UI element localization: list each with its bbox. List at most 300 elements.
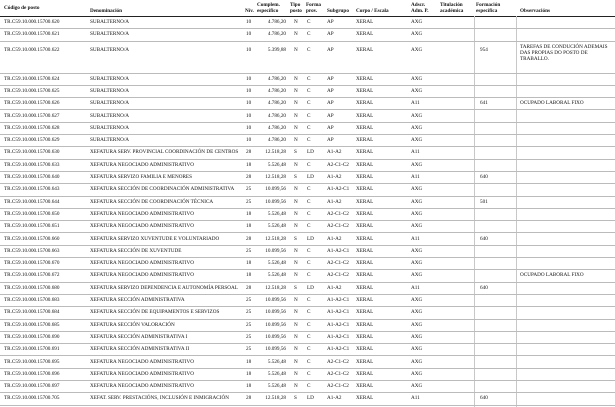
cell-codigo: TR.C59.10.000.15700.622 xyxy=(4,46,60,53)
table-row xyxy=(0,245,615,258)
cell-codigo: TR.C59.10.000.15700.680 xyxy=(4,284,60,291)
table-row xyxy=(0,368,615,381)
header-observaciones: Observacións xyxy=(520,8,550,14)
header-forma-line2: prov. xyxy=(306,8,318,14)
cell-codigo: TR.C59.10.000.15700.651 xyxy=(4,223,60,230)
cell-tipo: S xyxy=(294,395,297,402)
cell-forma: C xyxy=(307,100,311,107)
cell-nivel: 18 xyxy=(246,260,252,267)
cell-denominacion: SUBALTERNO/A xyxy=(90,137,130,144)
cell-complemento: 4.786,20 xyxy=(267,112,286,119)
cell-complemento: 10.099,56 xyxy=(265,198,286,205)
cell-complemento: 10.099,56 xyxy=(265,297,286,303)
cell-corpo: XERAL xyxy=(356,358,374,365)
cell-subgrupo: AP xyxy=(327,100,334,107)
cell-forma: LD xyxy=(307,235,314,242)
table-row xyxy=(0,392,615,405)
cell-denominacion: XEFAT. SERV. PRESTACIÓNS, INCLUSIÓN E INMIGRACIÓN xyxy=(90,395,229,402)
cell-corpo: XERAL xyxy=(356,235,374,242)
cell-denominacion: SUBALTERNO/A xyxy=(90,112,130,119)
cell-denominacion: XEFATURA NEGOCIADO ADMINISTRATIVO xyxy=(90,223,194,230)
cell-tipo: N xyxy=(294,87,298,94)
cell-nivel: 18 xyxy=(246,223,252,230)
cell-corpo: XERAL xyxy=(356,346,374,353)
cell-tipo: N xyxy=(294,346,298,353)
header-adscr-line2: Adm. P. xyxy=(411,8,429,14)
cell-forma: C xyxy=(307,309,311,316)
cell-complemento: 4.786,20 xyxy=(267,75,286,82)
cell-codigo: TR.C59.10.000.15700.672 xyxy=(4,272,60,279)
table-row xyxy=(0,16,615,29)
cell-denominacion: XEFATURA NEGOCIADO ADMINISTRATIVO xyxy=(90,272,194,279)
header-formacion-line1: Formación xyxy=(476,2,501,8)
cell-forma: C xyxy=(307,383,311,390)
cell-codigo: TR.C59.10.000.15700.690 xyxy=(4,333,60,340)
table-row xyxy=(0,134,615,147)
cell-nivel: 10 xyxy=(246,87,252,94)
header-tipo-line1: Tipo xyxy=(290,2,301,8)
cell-corpo: XERAL xyxy=(356,247,374,254)
cell-tipo: S xyxy=(294,174,297,180)
cell-codigo: TR.C59.10.000.15700.705 xyxy=(4,395,60,402)
cell-nivel: 25 xyxy=(246,186,252,193)
cell-subgrupo: AP xyxy=(327,46,334,53)
cell-adscripcion: AXG xyxy=(411,75,423,82)
cell-codigo: TR.C59.10.000.15700.670 xyxy=(4,260,60,267)
cell-denominacion: XEFATURA SERVIZO DEPENDENCIA E AUTONOMÍA PERSOAL xyxy=(90,284,238,291)
cell-adscripcion: A11 xyxy=(411,100,420,107)
cell-tipo: N xyxy=(294,333,298,340)
cell-corpo: XERAL xyxy=(356,272,374,279)
cell-codigo: TR.C59.10.000.15700.624 xyxy=(4,75,60,82)
cell-codigo: TR.C59.10.000.15700.683 xyxy=(4,297,60,303)
cell-subgrupo: AP xyxy=(327,75,334,82)
cell-nivel: 18 xyxy=(246,383,252,390)
cell-codigo: TR.C59.10.000.15700.625 xyxy=(4,87,60,94)
cell-denominacion: SUBALTERNO/A xyxy=(90,46,130,53)
cell-nivel: 18 xyxy=(246,370,252,377)
cell-codigo: TR.C59.10.000.15700.628 xyxy=(4,124,60,131)
header-corpo: Corpo / Escala xyxy=(356,8,389,14)
cell-nivel: 10 xyxy=(246,112,252,119)
cell-adscripcion: AXG xyxy=(411,198,423,205)
cell-subgrupo: AP xyxy=(327,137,334,144)
cell-subgrupo: A2-C1-C2 xyxy=(327,161,349,168)
cell-codigo: TR.C59.10.000.15700.663 xyxy=(4,247,60,254)
cell-denominacion: XEFATURA NEGOCIADO ADMINISTRATIVO xyxy=(90,210,194,217)
cell-adscripcion: AXG xyxy=(411,333,423,340)
table-row xyxy=(0,28,615,41)
table-row xyxy=(0,220,615,233)
table-row xyxy=(0,122,615,135)
cell-complemento: 5.526,48 xyxy=(267,272,286,279)
cell-subgrupo: A1-A2-C1 xyxy=(327,186,350,193)
cell-subgrupo: A2-C1-C2 xyxy=(327,358,349,365)
cell-corpo: XERAL xyxy=(356,112,374,119)
cell-codigo: TR.C59.10.000.15700.621 xyxy=(4,31,60,38)
cell-adscripcion: AXG xyxy=(411,272,423,279)
cell-denominacion: XEFATURA SECCIÓN ADMINISTRATIVA I xyxy=(90,333,188,340)
cell-forma: C xyxy=(307,247,311,254)
cell-tipo: N xyxy=(294,137,298,144)
cell-tipo: S xyxy=(294,235,297,242)
cell-subgrupo: A2-C1-C2 xyxy=(327,272,349,279)
table-row xyxy=(0,331,615,344)
cell-complemento: 4.786,20 xyxy=(267,137,286,144)
table-header xyxy=(0,0,615,17)
cell-denominacion: XEFATURA SERV. PROVINCIAL COORDINACIÓN DE CENTROS xyxy=(90,149,239,156)
cell-complemento: 5.526,48 xyxy=(267,370,286,377)
cell-codigo: TR.C59.10.000.15700.697 xyxy=(4,383,60,390)
cell-tipo: N xyxy=(294,19,298,25)
cell-corpo: XERAL xyxy=(356,198,374,205)
header-adscr-line1: Adscr. xyxy=(411,2,426,8)
cell-formacion: 501 xyxy=(480,198,488,205)
table-row xyxy=(0,146,615,159)
cell-denominacion: XEFATURA SECCIÓN DE XUVENTUDE xyxy=(90,247,182,254)
header-denominacion: Denominación xyxy=(90,8,122,14)
cell-subgrupo: A2-C1-C2 xyxy=(327,210,349,217)
cell-codigo: TR.C59.10.000.15700.620 xyxy=(4,19,60,25)
cell-forma: C xyxy=(307,75,311,82)
cell-denominacion: XEFATURA NEGOCIADO ADMINISTRATIVO xyxy=(90,161,194,168)
cell-corpo: XERAL xyxy=(356,75,374,82)
cell-subgrupo: A1-A2 xyxy=(327,284,342,291)
header-titulacion-line1: Titulación xyxy=(440,2,463,8)
cell-corpo: XERAL xyxy=(356,223,374,230)
cell-nivel: 25 xyxy=(246,346,252,353)
header-complem-line1: Complem. xyxy=(257,2,280,8)
cell-subgrupo: A1-A2-C1 xyxy=(327,321,350,328)
cell-subgrupo: A1-A2-C1 xyxy=(327,247,350,254)
cell-denominacion: XEFATURA SECCIÓN ADMINISTRATIVA II xyxy=(90,346,190,353)
cell-tipo: N xyxy=(294,297,298,303)
cell-corpo: XERAL xyxy=(356,370,374,377)
cell-nivel: 28 xyxy=(246,235,252,242)
cell-corpo: XERAL xyxy=(356,46,374,53)
header-complem-line2: específico xyxy=(257,8,279,14)
cell-corpo: XERAL xyxy=(356,284,374,291)
cell-codigo: TR.C59.10.000.15700.644 xyxy=(4,198,60,205)
cell-adscripcion: AXG xyxy=(411,297,423,303)
cell-codigo: TR.C59.10.000.15700.696 xyxy=(4,370,60,377)
cell-tipo: N xyxy=(294,46,298,53)
cell-forma: C xyxy=(307,124,311,131)
cell-formacion: 641 xyxy=(480,100,488,107)
cell-forma: LD xyxy=(307,149,314,156)
cell-complemento: 4.786,20 xyxy=(267,124,286,131)
cell-observacions: OCUPADO LABORAL FIXO xyxy=(520,100,584,107)
table-row xyxy=(0,380,615,393)
table-row xyxy=(0,356,615,369)
cell-adscripcion: AXG xyxy=(411,112,423,119)
cell-tipo: N xyxy=(294,210,298,217)
cell-adscripcion: A11 xyxy=(411,235,420,242)
cell-forma: LD xyxy=(307,284,314,291)
cell-subgrupo: A1-A2 xyxy=(327,235,342,242)
cell-adscripcion: AXG xyxy=(411,247,423,254)
cell-complemento: 4.786,20 xyxy=(267,100,286,107)
cell-codigo: TR.C59.10.000.15700.684 xyxy=(4,309,60,316)
cell-complemento: 10.099,56 xyxy=(265,186,286,193)
cell-forma: C xyxy=(307,46,311,53)
cell-corpo: XERAL xyxy=(356,333,374,340)
cell-forma: C xyxy=(307,223,311,230)
cell-complemento: 10.099,56 xyxy=(265,321,286,328)
table-row xyxy=(0,233,615,246)
cell-adscripcion: AXG xyxy=(411,210,423,217)
cell-adscripcion: AXG xyxy=(411,260,423,267)
cell-corpo: XERAL xyxy=(356,87,374,94)
cell-denominacion: XEFATURA SECCIÓN ADMINISTRATIVA xyxy=(90,297,185,303)
cell-forma: C xyxy=(307,198,311,205)
cell-complemento: 4.786,20 xyxy=(267,87,286,94)
cell-adscripcion: AXG xyxy=(411,370,423,377)
cell-denominacion: XEFATURA SECCIÓN DE COORDINACIÓN TÉCNICA xyxy=(90,198,214,205)
cell-codigo: TR.C59.10.000.15700.626 xyxy=(4,100,60,107)
cell-denominacion: SUBALTERNO/A xyxy=(90,19,130,25)
cell-forma: C xyxy=(307,112,311,119)
cell-subgrupo: A2-C1-C2 xyxy=(327,223,349,230)
cell-forma: C xyxy=(307,333,311,340)
cell-adscripcion: AXG xyxy=(411,223,423,230)
cell-nivel: 18 xyxy=(246,272,252,279)
cell-formacion: 640 xyxy=(480,284,488,291)
cell-subgrupo: A1-A2 xyxy=(327,395,342,402)
cell-tipo: N xyxy=(294,370,298,377)
table-row xyxy=(0,282,615,295)
cell-tipo: N xyxy=(294,31,298,38)
header-formacion-line2: específica xyxy=(476,8,498,14)
cell-nivel: 25 xyxy=(246,297,252,303)
cell-nivel: 28 xyxy=(246,395,252,402)
table-row xyxy=(0,306,615,319)
cell-adscripcion: AXG xyxy=(411,186,423,193)
cell-nivel: 10 xyxy=(246,19,252,25)
cell-subgrupo: A1-A2-C1 xyxy=(327,333,350,340)
cell-corpo: XERAL xyxy=(356,137,374,144)
cell-complemento: 10.099,56 xyxy=(265,309,286,316)
cell-denominacion: XEFATURA NEGOCIADO ADMINISTRATIVO xyxy=(90,358,194,365)
cell-subgrupo: AP xyxy=(327,87,334,94)
header-forma-line1: Forma xyxy=(306,2,321,8)
cell-adscripcion: AXG xyxy=(411,46,423,53)
cell-tipo: S xyxy=(294,149,297,156)
cell-denominacion: XEFATURA SECCIÓN DE COORDINACIÓN ADMINISTRATIVA xyxy=(90,186,235,193)
cell-tipo: N xyxy=(294,383,298,390)
cell-denominacion: SUBALTERNO/A xyxy=(90,75,130,82)
cell-denominacion: XEFATURA SERVIZO XUVENTUDE E VOLUNTARIADO xyxy=(90,235,220,242)
cell-tipo: S xyxy=(294,284,297,291)
cell-subgrupo: AP xyxy=(327,124,334,131)
cell-complemento: 12.518,28 xyxy=(265,235,286,242)
cell-observacions: OCUPADO LABORAL FIXO xyxy=(520,272,584,279)
header-tipo-line2: posto xyxy=(290,8,302,14)
cell-nivel: 25 xyxy=(246,198,252,205)
cell-denominacion: XEFATURA NEGOCIADO ADMINISTRATIVO xyxy=(90,383,194,390)
cell-forma: LD xyxy=(307,174,314,180)
cell-adscripcion: AXG xyxy=(411,31,423,38)
table-row xyxy=(0,85,615,98)
cell-denominacion: XEFATURA NEGOCIADO ADMINISTRATIVO xyxy=(90,260,194,267)
cell-codigo: TR.C59.10.000.15700.633 xyxy=(4,161,60,168)
cell-corpo: XERAL xyxy=(356,297,374,303)
cell-complemento: 4.786,20 xyxy=(267,19,286,25)
cell-nivel: 10 xyxy=(246,137,252,144)
cell-tipo: N xyxy=(294,112,298,119)
cell-forma: C xyxy=(307,137,311,144)
cell-codigo: TR.C59.10.000.15700.640 xyxy=(4,174,60,180)
cell-formacion: 640 xyxy=(480,395,488,402)
cell-complemento: 12.518,28 xyxy=(265,395,286,402)
table-row xyxy=(0,269,615,282)
cell-corpo: XERAL xyxy=(356,31,374,38)
cell-denominacion: SUBALTERNO/A xyxy=(90,31,130,38)
table-row xyxy=(0,208,615,221)
cell-forma: C xyxy=(307,31,311,38)
table-row xyxy=(0,319,615,332)
cell-subgrupo: A1-A2-C1 xyxy=(327,309,350,316)
cell-codigo: TR.C59.10.000.15700.627 xyxy=(4,112,60,119)
cell-forma: C xyxy=(307,358,311,365)
header-subgrupo: Subgrupo xyxy=(327,8,349,14)
cell-nivel: 25 xyxy=(246,247,252,254)
cell-subgrupo: A1-A2 xyxy=(327,198,342,205)
cell-complemento: 12.518,28 xyxy=(265,174,286,180)
cell-tipo: N xyxy=(294,260,298,267)
cell-corpo: XERAL xyxy=(356,309,374,316)
cell-complemento: 10.099,56 xyxy=(265,333,286,340)
cell-nivel: 18 xyxy=(246,210,252,217)
cell-codigo: TR.C59.10.000.15700.630 xyxy=(4,149,60,156)
cell-subgrupo: A2-C1-C2 xyxy=(327,260,349,267)
cell-tipo: N xyxy=(294,247,298,254)
cell-complemento: 5.399,88 xyxy=(267,46,286,53)
cell-complemento: 5.526,48 xyxy=(267,210,286,217)
cell-corpo: XERAL xyxy=(356,383,374,390)
cell-complemento: 5.526,48 xyxy=(267,383,286,390)
cell-tipo: N xyxy=(294,309,298,316)
cell-subgrupo: AP xyxy=(327,31,334,38)
table-row xyxy=(0,41,615,74)
table-row xyxy=(0,257,615,270)
cell-complemento: 5.526,48 xyxy=(267,358,286,365)
cell-forma: C xyxy=(307,19,311,25)
cell-nivel: 28 xyxy=(246,174,252,180)
cell-subgrupo: AP xyxy=(327,112,334,119)
cell-subgrupo: A2-C1-C2 xyxy=(327,383,349,390)
cell-corpo: XERAL xyxy=(356,149,374,156)
cell-forma: C xyxy=(307,161,311,168)
cell-adscripcion: AXG xyxy=(411,309,423,316)
cell-complemento: 4.786,20 xyxy=(267,31,286,38)
cell-forma: C xyxy=(307,87,311,94)
table-row xyxy=(0,294,615,307)
cell-adscripcion: A11 xyxy=(411,284,420,291)
cell-subgrupo: A1-A2-C1 xyxy=(327,297,350,303)
cell-nivel: 10 xyxy=(246,75,252,82)
cell-codigo: TR.C59.10.000.15700.660 xyxy=(4,235,60,242)
cell-corpo: XERAL xyxy=(356,210,374,217)
cell-corpo: XERAL xyxy=(356,395,374,402)
cell-adscripcion: A11 xyxy=(411,149,420,156)
cell-nivel: 18 xyxy=(246,161,252,168)
cell-subgrupo: A1-A2-C1 xyxy=(327,346,350,353)
cell-adscripcion: AXG xyxy=(411,161,423,168)
cell-forma: C xyxy=(307,210,311,217)
cell-denominacion: SUBALTERNO/A xyxy=(90,100,130,107)
cell-adscripcion: AXG xyxy=(411,321,423,328)
cell-corpo: XERAL xyxy=(356,260,374,267)
cell-codigo: TR.C59.10.000.15700.650 xyxy=(4,210,60,217)
cell-complemento: 10.099,56 xyxy=(265,346,286,353)
cell-denominacion: XEFATURA SECCIÓN DE EQUIPAMENTOS E SERVIZOS xyxy=(90,309,220,316)
cell-tipo: N xyxy=(294,100,298,107)
cell-codigo: TR.C59.10.000.15700.691 xyxy=(4,346,60,353)
cell-complemento: 5.526,48 xyxy=(267,223,286,230)
cell-denominacion: SUBALTERNO/A xyxy=(90,87,130,94)
table-row xyxy=(0,196,615,209)
cell-tipo: N xyxy=(294,198,298,205)
cell-corpo: XERAL xyxy=(356,174,374,180)
cell-complemento: 12.518,28 xyxy=(265,284,286,291)
cell-adscripcion: AXG xyxy=(411,124,423,131)
table-row xyxy=(0,97,615,110)
cell-forma: C xyxy=(307,272,311,279)
cell-nivel: 10 xyxy=(246,46,252,53)
cell-codigo: TR.C59.10.000.15700.695 xyxy=(4,358,60,365)
cell-codigo: TR.C59.10.000.15700.643 xyxy=(4,186,60,193)
cell-subgrupo: A1-A2 xyxy=(327,149,342,156)
cell-denominacion: XEFATURA SERVIZO FAMILIA E MENORES xyxy=(90,174,192,180)
cell-adscripcion: AXG xyxy=(411,19,423,25)
cell-forma: C xyxy=(307,186,311,193)
cell-subgrupo: AP xyxy=(327,19,334,25)
cell-tipo: N xyxy=(294,223,298,230)
cell-adscripcion: A11 xyxy=(411,395,420,402)
cell-subgrupo: A1-A2 xyxy=(327,174,342,180)
cell-adscripcion: AXG xyxy=(411,383,423,390)
cell-tipo: N xyxy=(294,124,298,131)
cell-tipo: N xyxy=(294,358,298,365)
cell-adscripcion: AXG xyxy=(411,87,423,94)
table-row xyxy=(0,171,615,184)
cell-complemento: 12.518,28 xyxy=(265,149,286,156)
cell-nivel: 10 xyxy=(246,124,252,131)
header-titulacion-line2: académica xyxy=(440,8,464,14)
table-row xyxy=(0,159,615,172)
table-row xyxy=(0,73,615,86)
cell-forma: C xyxy=(307,346,311,353)
cell-tipo: N xyxy=(294,161,298,168)
cell-nivel: 18 xyxy=(246,358,252,365)
cell-forma: C xyxy=(307,370,311,377)
cell-adscripcion: A11 xyxy=(411,174,420,180)
cell-tipo: N xyxy=(294,186,298,193)
cell-nivel: 25 xyxy=(246,309,252,316)
cell-nivel: 28 xyxy=(246,149,252,156)
cell-corpo: XERAL xyxy=(356,321,374,328)
header-codigo: Código de posto xyxy=(4,5,40,11)
cell-adscripcion: AXG xyxy=(411,358,423,365)
cell-denominacion: XEFATURA NEGOCIADO ADMINISTRATIVO xyxy=(90,370,194,377)
cell-adscripcion: AXG xyxy=(411,137,423,144)
cell-tipo: N xyxy=(294,272,298,279)
cell-nivel: 28 xyxy=(246,284,252,291)
cell-adscripcion: AXG xyxy=(411,346,423,353)
cell-nivel: 10 xyxy=(246,31,252,38)
cell-complemento: 5.526,48 xyxy=(267,161,286,168)
